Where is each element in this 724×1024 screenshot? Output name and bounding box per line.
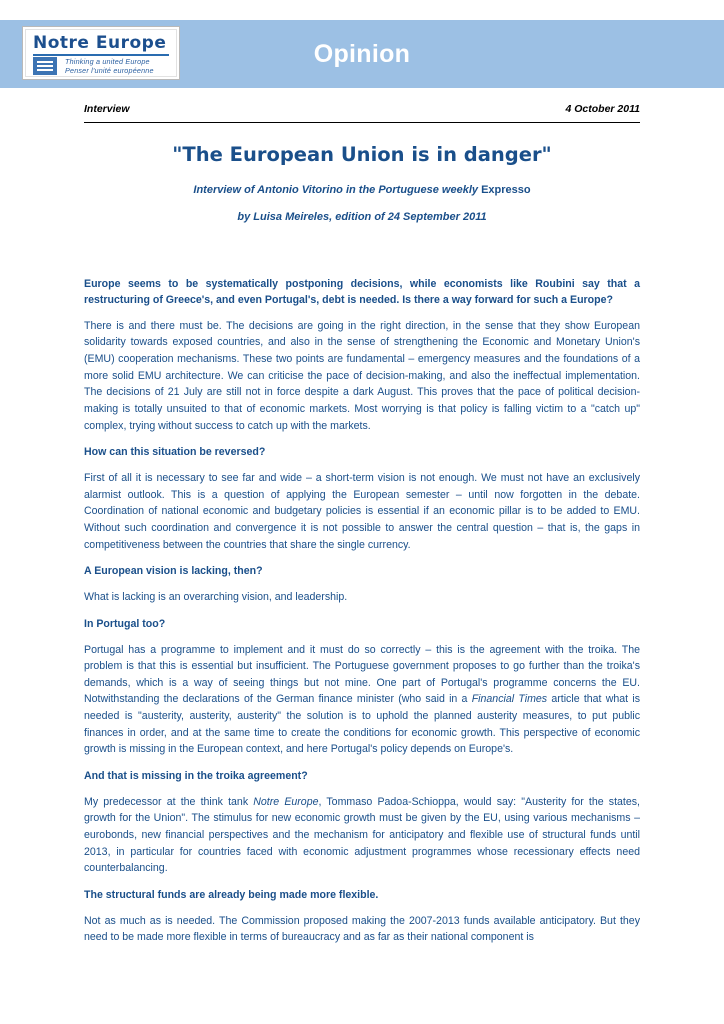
doc-subtitle-prefix: Interview of Antonio Vitorino in the Portuguese weekly	[193, 184, 482, 196]
interview-question: The structural funds are already being made more flexible.	[84, 888, 379, 901]
interview-answer: There is and there must be. The decisions are going in the right direction, in the sense that they show European solidarity towards exposed countries, and also in the sense of strengthening the Economic and Monetary Union's (EMU) cooperation mechanisms. These two points are fundamental – emergency measures and the foundations of a more solid EMU architecture. We can criticise the pace of decision-making, and also the ineffectual implementation. The decisions of 21 July are still not in force despite a dark August. This proves that the pace of political decision-making is totally unsuited to that of economic markets. Most worrying is that policy is falling victim to a "catch up" complex, trying without success to catch up with the markets.	[84, 319, 640, 432]
interview-question: In Portugal too?	[84, 617, 166, 630]
interview-answer: What is lacking is an overarching vision, and leadership.	[84, 591, 348, 604]
interview-answer: Not as much as is needed. The Commission proposed making the 2007-2013 funds available anticipatory. But they need to be made more flexible in terms of bureaucracy and as far as their national component is	[84, 914, 640, 944]
interview-answer: First of all it is necessary to see far and wide – a short-term vision is not enough. We must not have an exclusively alarmist outlook. This is a question of applying the European semester – until now forgotten in the debate. Coordination of national economic and budgetary policies is essential if an economic pillar is to be added to EMU. Without such coordination and convergence it is not possible to answer the central question – that is, the gaps in competitiveness between the countries that share the single currency.	[84, 472, 640, 551]
article-body	[84, 277, 640, 957]
doc-date-label: 4 October 2011	[565, 103, 640, 115]
interview-question: And that is missing in the troika agreement?	[84, 769, 308, 782]
logo	[22, 26, 180, 80]
logo-name: Notre Europe	[33, 33, 167, 53]
doc-subtitle	[84, 184, 640, 196]
page-title: "The European Union is in danger"	[172, 143, 552, 166]
interview-question: A European vision is lacking, then?	[84, 565, 263, 578]
interview-answer: Portugal has a programme to implement and it must do so correctly – this is the agreement with the troika. The problem is that this is essential but insufficient. The Portuguese government proposes to go further than the troika's demands, which is a way of seeing things but not mine. One part of Portugal's programme concerns the EU. Notwithstanding the declarations of the German finance minister (who said in a Financial Times article that what is needed is "austerity, austerity, austerity" the solution is to uphold the planned austerity measures, to put public finances in order, and at the same time to create the conditions for economic growth. This perspective of economic growth is missing in the European context, and here Portugal's policy depends on Europe's.	[84, 643, 641, 756]
doc-byline: by Luisa Meireles, edition of 24 September 2011	[237, 211, 487, 223]
meta-row	[84, 103, 640, 115]
logo-tagline-en: Thinking a united Europe	[65, 57, 150, 66]
doc-type-label: Interview	[84, 103, 130, 115]
logo-rule	[33, 54, 169, 56]
interview-question: Europe seems to be systematically postponing decisions, while economists like Roubini say that a restructuring of Greece's, and even Portugal's, debt is needed. Is there a way forward for such a Europe?	[84, 278, 640, 306]
interview-answer: My predecessor at the think tank Notre Europe, Tommaso Padoa-Schioppa, would say: "Austerity for the states, growth for the Union". The stimulus for new economic growth must be given by the EU, using various mechanisms – eurobonds, new financial perspectives and the mechanism for anticipatory and flexible use of structural funds until 2013, in particular for countries faced with economic adjustment programmes whose recessionary effects need counterbalancing.	[84, 795, 640, 875]
header-title: Opinion	[313, 39, 411, 68]
book-lines-icon	[33, 57, 57, 75]
doc-subtitle-publication: Expresso	[481, 184, 531, 196]
interview-question: How can this situation be reversed?	[84, 446, 266, 459]
logo-tagline-fr: Penser l'unité européenne	[65, 66, 154, 75]
meta-divider	[84, 122, 640, 123]
